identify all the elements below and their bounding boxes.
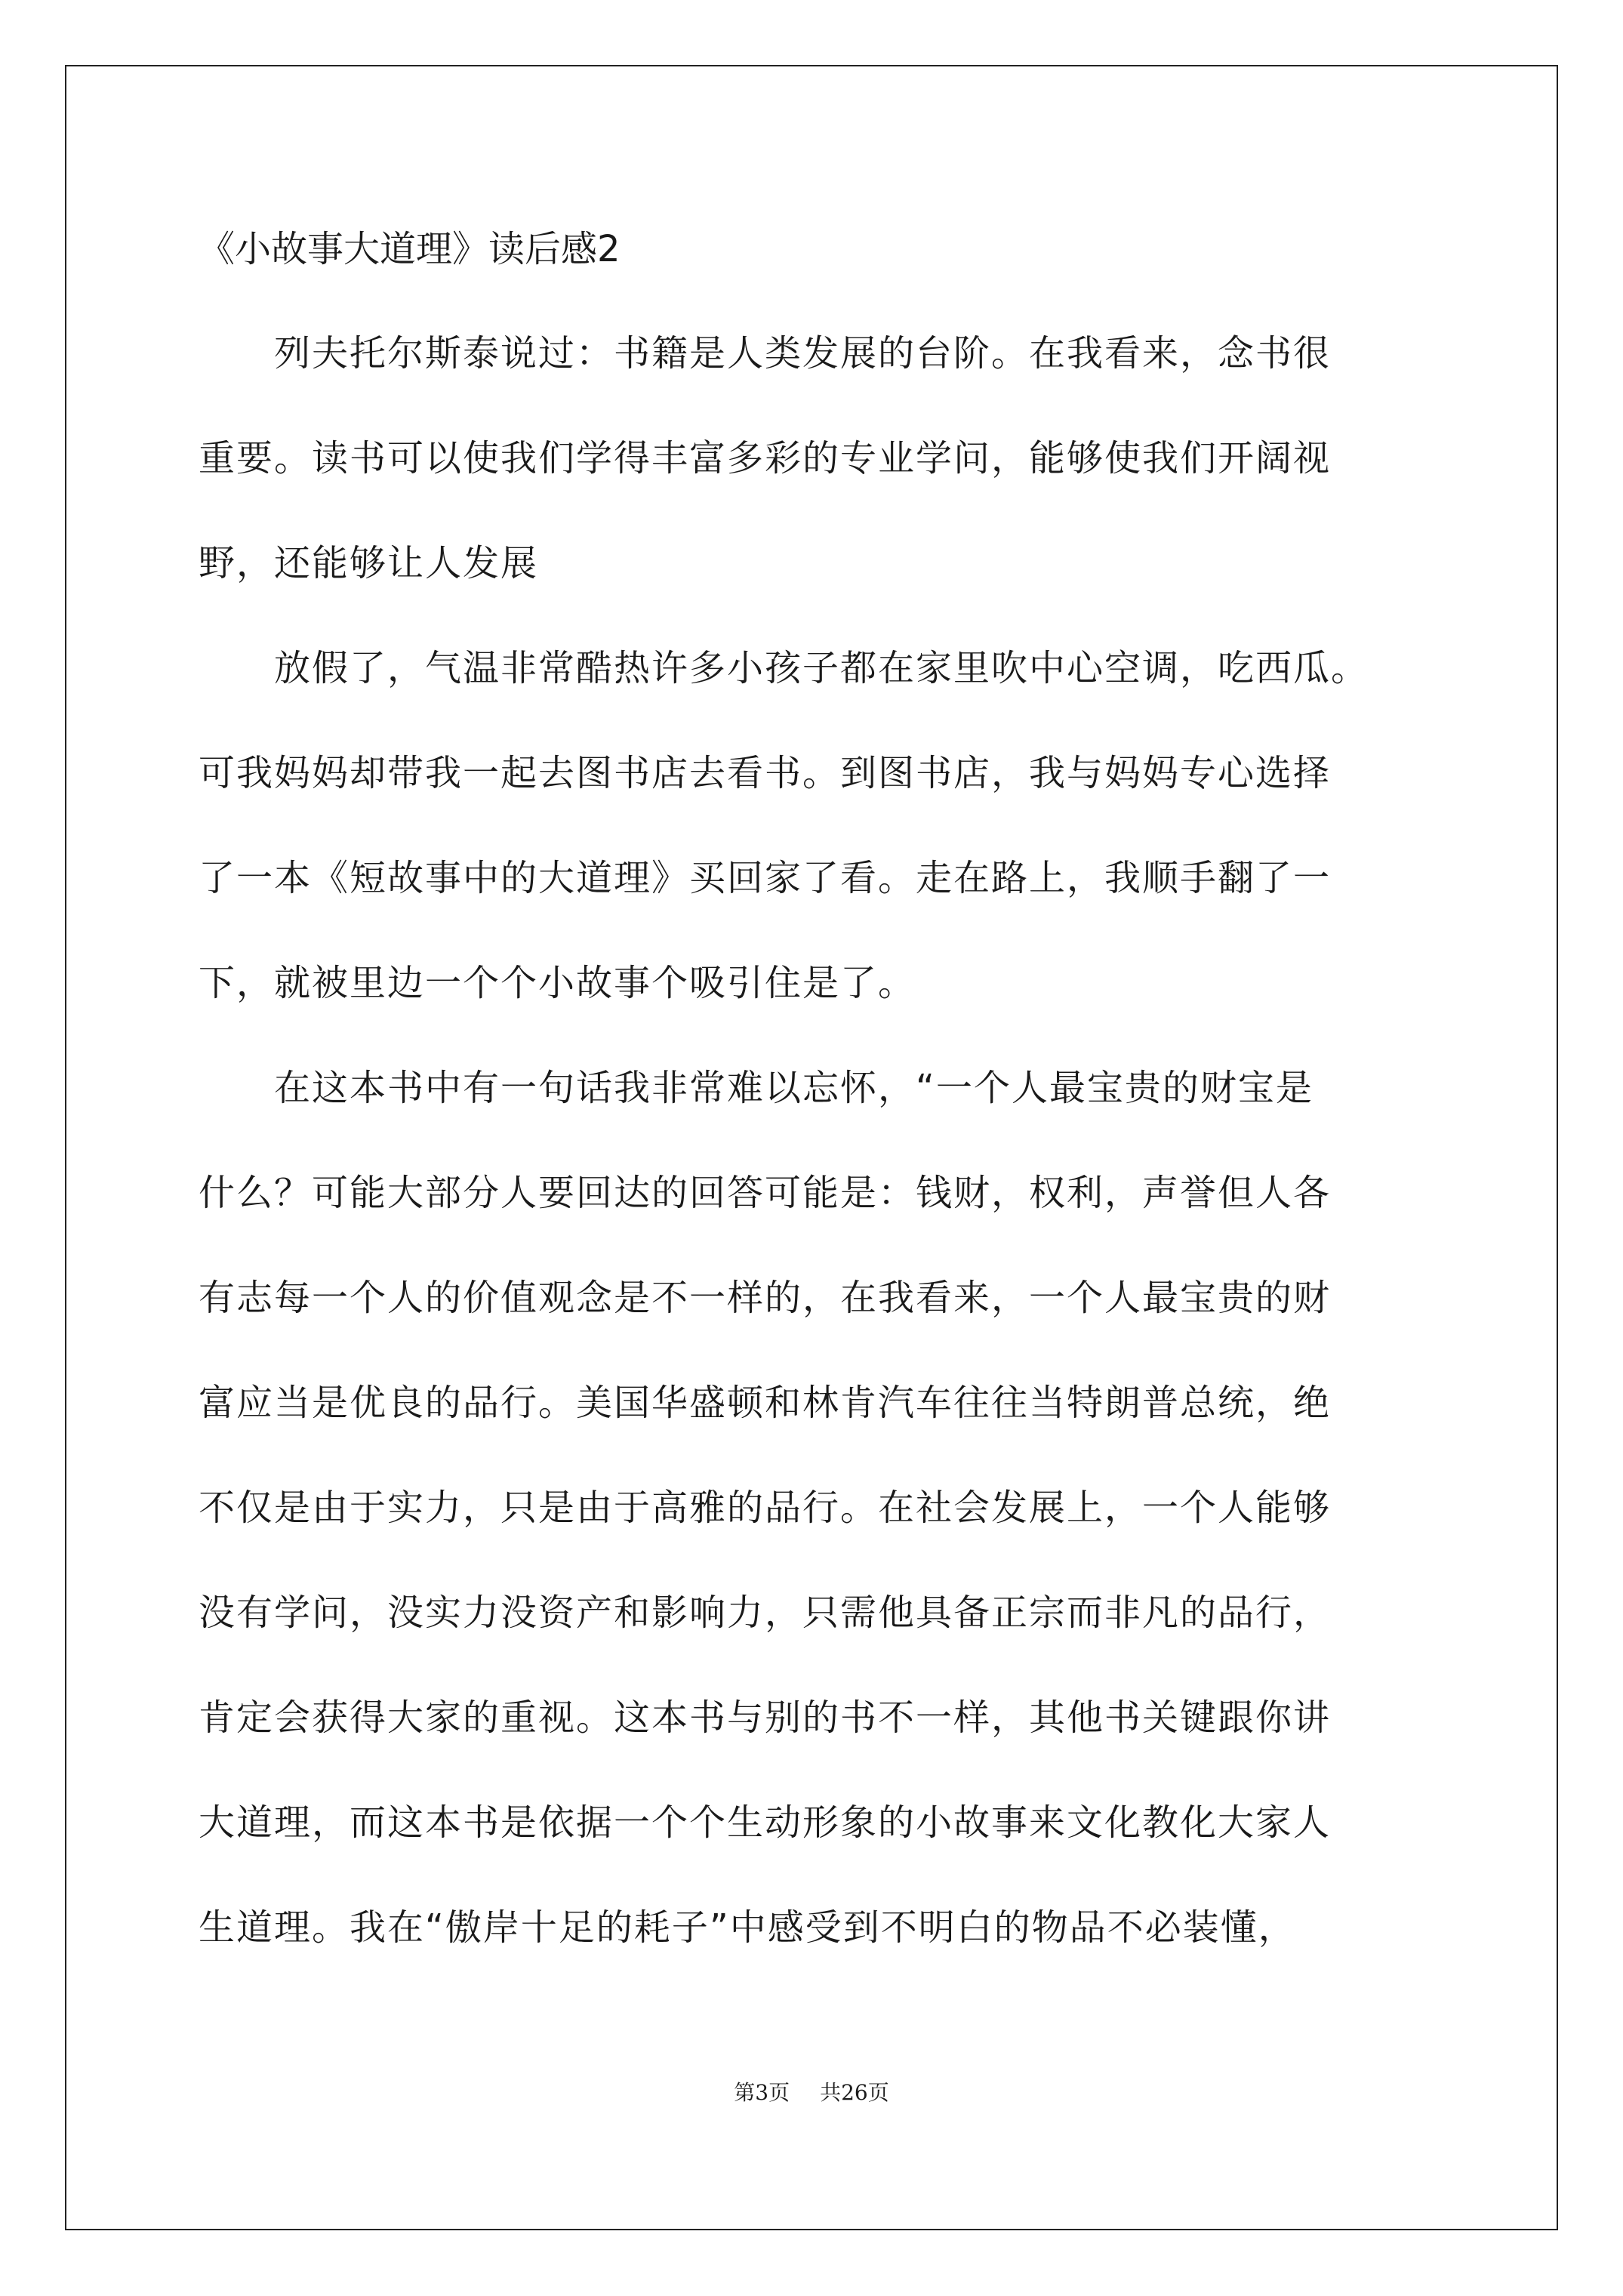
paragraph-line: 大道理，而这本书是依据一个个生动形象的小故事来文化教化大家人 xyxy=(199,1801,1332,1844)
paragraph-line: 在这本书中有一句话我非常难以忘怀，“一个人最宝贵的财宝是 xyxy=(274,1067,1313,1109)
paragraph-2 xyxy=(199,643,1437,1009)
page-number: 第3页 xyxy=(734,2080,790,2105)
paragraph-line: 重要。读书可以使我们学得丰富多彩的专业学问，能够使我们开阔视 xyxy=(199,437,1332,479)
paragraph-line: 富应当是优良的品行。美国华盛顿和林肯汽车往往当特朗普总统，绝 xyxy=(199,1382,1332,1424)
paragraph-line: 放假了，气温非常酷热许多小孩子都在家里吹中心空调，吃西瓜。 xyxy=(274,647,1369,689)
paragraph-line: 列夫托尔斯泰说过：书籍是人类发展的台阶。在我看来，念书很 xyxy=(274,332,1332,374)
paragraph-line: 肯定会获得大家的重视。这本书与别的书不一样，其他书关键跟你讲 xyxy=(199,1697,1332,1739)
paragraph-line: 没有学问，没实力没资产和影响力，只需他具备正宗而非凡的品行， xyxy=(199,1592,1332,1634)
page-footer xyxy=(0,2078,1623,2108)
paragraph-line: 生道理。我在“傲岸十足的耗子”中感受到不明白的物品不必装懂， xyxy=(199,1906,1296,1949)
paragraph-line: 下，就被里边一个个小故事个吸引住是了。 xyxy=(199,962,916,1004)
paragraph-line: 了一本《短故事中的大道理》买回家了看。走在路上，我顺手翻了一 xyxy=(199,857,1332,899)
document-body xyxy=(199,223,1437,2007)
paragraph-line: 有志每一个人的价值观念是不一样的，在我看来，一个人最宝贵的财 xyxy=(199,1277,1332,1319)
paragraph-line: 可我妈妈却带我一起去图书店去看书。到图书店，我与妈妈专心选择 xyxy=(199,752,1332,794)
paragraph-line: 什么？可能大部分人要回达的回答可能是：钱财，权利，声誉但人各 xyxy=(199,1172,1332,1214)
paragraph-line: 野，还能够让人发展 xyxy=(199,542,539,584)
page-total: 共26页 xyxy=(820,2080,889,2105)
paragraph-1 xyxy=(199,328,1437,589)
paragraph-3 xyxy=(199,1062,1437,1953)
paragraph-line: 不仅是由于实力，只是由于高雅的品行。在社会发展上，一个人能够 xyxy=(199,1487,1332,1529)
document-title: 《小故事大道理》读后感2 xyxy=(199,228,621,270)
